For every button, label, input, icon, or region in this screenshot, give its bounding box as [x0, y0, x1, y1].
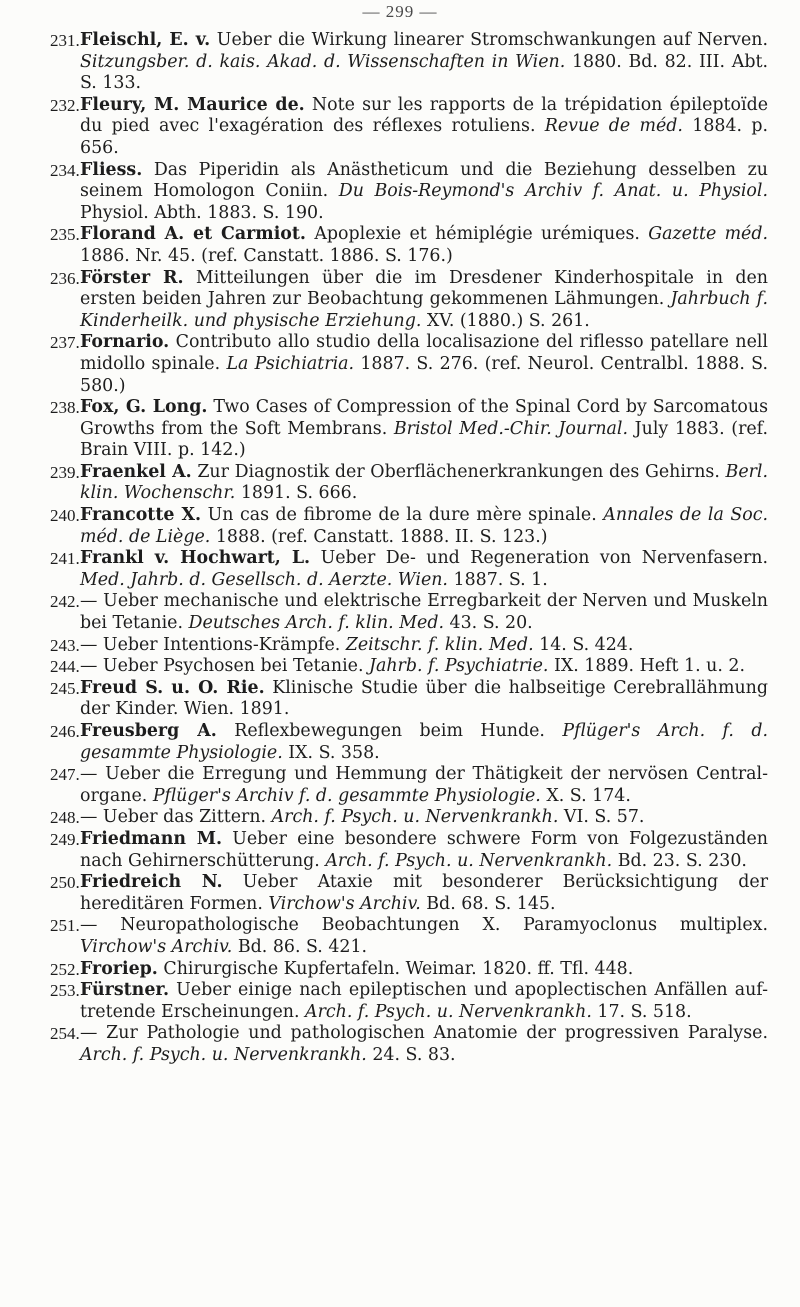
- entry-title: Ueber die Wirkung linearer Stromschwankungen auf Nerven.: [216, 30, 769, 50]
- entry-title: Apoplexie et hémiplégie urémiques.: [314, 224, 640, 245]
- entry-detail: IX. 1889. Heft 1. u. 2.: [553, 656, 745, 677]
- entry-number: 247.: [50, 765, 80, 785]
- entry-source: Virchow's Archiv.: [80, 936, 233, 957]
- bibliography-entry: [50, 656, 768, 678]
- entry-title: Zur Pathologie und pathologischen Anatomie der progressiven Paralyse.: [106, 1023, 768, 1044]
- entry-number: 231.: [50, 31, 80, 50]
- entry-dash: —: [80, 656, 98, 677]
- bibliography-entry: [50, 721, 768, 764]
- entry-source: Arch. f. Psych. u. Nervenkrankh.: [305, 1001, 592, 1022]
- entry-author: Francotte X.: [80, 505, 202, 526]
- entry-number: 248.: [50, 808, 80, 828]
- entry-detail: Physiol. Abth. 1883. S. 190.: [80, 202, 324, 223]
- bibliography-entry: [50, 224, 768, 267]
- bibliography-entry: [50, 678, 768, 721]
- entry-title: Ueber einige nach epileptischen und apoplectischen Anfällen auf-tretende Erscheinungen.: [80, 980, 769, 1022]
- entry-source: Revue de méd.: [544, 116, 683, 137]
- entry-source: Deutsches Arch. f. klin. Med.: [188, 613, 444, 634]
- entry-number: 241.: [50, 549, 80, 569]
- entry-author: Fox, G. Long.: [80, 397, 208, 418]
- entry-number: 239.: [50, 462, 80, 482]
- entry-title: Klinische Studie über die halbseitige Cerebrallähmung der Kinder.: [80, 677, 769, 720]
- entry-title: Reflexbewegungen beim Hunde.: [234, 721, 545, 741]
- entry-author: Froriep.: [80, 958, 158, 979]
- entry-number: 245.: [50, 678, 80, 698]
- entry-author: Florand A. et Carmiot.: [80, 224, 306, 245]
- entry-title: Ueber Psychosen bei Tetanie.: [102, 656, 364, 677]
- bibliography-entry: [50, 591, 768, 634]
- bibliography-entry: [50, 95, 768, 160]
- bibliography-entry: [50, 332, 768, 397]
- entry-number: 252.: [50, 959, 80, 979]
- entry-source: Arch. f. Psych. u. Nervenkrankh.: [80, 1044, 367, 1065]
- entry-detail: 1880. Bd. 82. III. Abt. S. 133.: [80, 51, 768, 94]
- entry-source: Annales de la Soc. méd. de Liège.: [80, 505, 768, 547]
- entry-number: 251.: [50, 916, 80, 936]
- entry-title: Das Piperidin als Anästheticum und die Beziehung desselben zu seinem Homologon Coniin.: [80, 159, 769, 202]
- entry-source: Berl. klin. Wochenschr.: [80, 461, 769, 504]
- entry-number: 234.: [50, 160, 80, 180]
- bibliography-entry: [50, 397, 768, 462]
- entry-author: Friedmann M.: [80, 828, 223, 849]
- entry-source: Med. Jahrb. d. Gesellsch. d. Aerzte. Wien.: [80, 569, 448, 590]
- entry-title: Note sur les rapports de la trépidation épileptoïde du pied avec l'exagération des réflexes rotuliens.: [80, 94, 768, 137]
- entry-detail: 1887. S. 1.: [453, 569, 548, 590]
- entry-detail: IX. S. 358.: [288, 742, 380, 763]
- entry-detail: Bd. 23. S. 230.: [617, 850, 747, 871]
- entry-author: Friedreich N.: [80, 872, 223, 893]
- bibliography-entry: [50, 807, 768, 829]
- entry-detail: Weimar. 1820. ff. Tfl. 448.: [405, 958, 634, 979]
- entry-number: 244.: [50, 657, 80, 677]
- entry-author: Freusberg A.: [80, 721, 217, 741]
- entry-title: Neuropathologische Beobachtungen X. Paramyoclonus multiplex.: [120, 915, 768, 936]
- entry-title: Chirurgische Kupfertafeln.: [163, 958, 401, 979]
- entry-number: 249.: [50, 829, 80, 849]
- entry-detail: 24. S. 83.: [372, 1044, 456, 1065]
- bibliography-entry: [50, 959, 768, 981]
- entry-number: 243.: [50, 635, 80, 655]
- entry-dash: —: [80, 591, 98, 612]
- bibliography-entry: [50, 764, 768, 807]
- entry-source: Sitzungsber. d. kais. Akad. d. Wissenschaften in Wien.: [80, 51, 566, 72]
- entry-number: 235.: [50, 225, 80, 245]
- page-number-header: — 299 —: [362, 2, 438, 21]
- entry-source: Jahrbuch f. Kinderheilk. und physische Erziehung.: [80, 289, 769, 331]
- entry-detail: 1891. S. 666.: [240, 483, 358, 504]
- entry-number: 242.: [50, 592, 80, 612]
- entry-title: Ueber eine besondere schwere Form von Folgezuständen nach Gehirnerschütterung.: [80, 828, 768, 871]
- entry-title: Mitteilungen über die im Dresdener Kinderhospitale in den ersten beiden Jahren zur Beobachtung gekommenen Lähmungen.: [80, 267, 768, 310]
- entry-detail: 17. S. 518.: [597, 1001, 692, 1022]
- entry-number: 236.: [50, 268, 80, 288]
- entry-dash: —: [80, 634, 98, 655]
- entry-author: Fleischl, E. v.: [80, 30, 211, 50]
- bibliography-list: [50, 30, 768, 1067]
- entry-dash: —: [80, 764, 98, 785]
- entry-number: 253.: [50, 981, 80, 1001]
- bibliography-entry: [50, 872, 768, 915]
- entry-detail: 1888. (ref. Canstatt. 1888. II. S. 123.): [215, 526, 548, 547]
- entry-detail: 1887. S. 276. (ref. Neurol. Centralbl. 1888. S. 580.): [80, 353, 769, 396]
- entry-number: 237.: [50, 333, 80, 353]
- entry-title: Zur Diagnostik der Oberflächenerkrankungen des Gehirns.: [197, 461, 720, 482]
- entry-number: 246.: [50, 722, 80, 741]
- bibliography-entry: [50, 980, 768, 1023]
- entry-dash: —: [80, 1023, 98, 1044]
- entry-title: Ueber das Zittern.: [102, 807, 267, 828]
- entry-number: 238.: [50, 398, 80, 418]
- bibliography-entry: [50, 462, 768, 505]
- entry-detail: 43. S. 20.: [449, 613, 533, 634]
- entry-detail: 1884. p. 656.: [80, 116, 768, 158]
- entry-author: Fliess.: [80, 159, 143, 180]
- bibliography-entry: [50, 30, 768, 95]
- bibliography-entry: [50, 915, 768, 958]
- entry-number: 254.: [50, 1024, 80, 1044]
- bibliography-entry: [50, 829, 768, 872]
- entry-detail: 1886. Nr. 45. (ref. Canstatt. 1886. S. 176.): [80, 245, 453, 266]
- entry-source: Pflüger's Archiv f. d. gesammte Physiologie.: [152, 785, 541, 806]
- entry-source: Pflüger's Arch. f. d. gesammte Physiologie.: [80, 721, 768, 763]
- entry-author: Fraenkel A.: [80, 461, 192, 482]
- entry-dash: —: [80, 807, 98, 828]
- entry-source: La Psichiatria.: [226, 353, 355, 374]
- bibliography-entry: [50, 160, 768, 225]
- entry-number: 250.: [50, 873, 80, 893]
- entry-source: Du Bois-Reymond's Archiv f. Anat. u. Physiol.: [338, 181, 768, 202]
- entry-detail: Wien. 1891.: [183, 699, 290, 720]
- entry-source: Bristol Med.-Chir. Journal.: [393, 418, 629, 439]
- entry-author: Fleury, M. Maurice de.: [80, 94, 305, 115]
- entry-source: Gazette méd.: [648, 224, 769, 245]
- entry-source: Arch. f. Psych. u. Nervenkrankh.: [325, 850, 613, 871]
- bibliography-entry: [50, 1023, 768, 1066]
- entry-author: Fornario.: [80, 332, 170, 353]
- bibliography-entry: [50, 505, 768, 548]
- entry-author: Freud S. u. O. Rie.: [80, 677, 265, 698]
- entry-source: Zeitschr. f. klin. Med.: [345, 634, 534, 655]
- entry-number: 240.: [50, 506, 80, 526]
- entry-author: Frankl v. Hochwart, L.: [80, 548, 311, 569]
- entry-detail: Bd. 68. S. 145.: [426, 893, 556, 914]
- bibliography-entry: [50, 635, 768, 657]
- entry-detail: VI. S. 57.: [563, 807, 645, 828]
- entry-author: Fürstner.: [80, 980, 169, 1001]
- bibliography-entry: [50, 268, 768, 333]
- entry-title: Ueber mechanische und elektrische Erregbarkeit der Nerven und Muskeln bei Tetanie.: [80, 591, 769, 634]
- entry-title: Ueber De- und Regeneration von Nervenfasern.: [320, 548, 769, 569]
- entry-detail: X. S. 174.: [546, 785, 631, 806]
- entry-title: Ueber die Erregung und Hemmung der Thätigkeit der nervösen Central-organe.: [80, 764, 768, 806]
- entry-title: Two Cases of Compression of the Spinal Cord by Sarcomatous Growths from the Soft Membrans.: [80, 397, 769, 439]
- bibliography-entry: [50, 548, 768, 591]
- entry-author: Förster R.: [80, 267, 184, 288]
- entry-detail: Bd. 86. S. 421.: [237, 936, 368, 957]
- entry-title: Ueber Intentions-Krämpfe.: [102, 634, 341, 655]
- entry-title: Contributo allo studio della localisazione del riflesso patellare nell midollo spinale.: [80, 332, 768, 374]
- entry-title: Ueber Ataxie mit besonderer Berücksichtigung der hereditären Formen.: [80, 872, 769, 914]
- entry-detail: 14. S. 424.: [539, 634, 634, 655]
- entry-source: Jahrb. f. Psychiatrie.: [369, 656, 549, 677]
- entry-detail: July 1883. (ref. Brain VIII. p. 142.): [80, 418, 769, 461]
- entry-dash: —: [80, 915, 98, 936]
- entry-detail: XV. (1880.) S. 261.: [426, 310, 590, 331]
- entry-source: Arch. f. Psych. u. Nervenkrankh.: [271, 807, 559, 828]
- entry-number: 232.: [50, 95, 80, 115]
- entry-title: Un cas de fibrome de la dure mère spinale.: [207, 505, 597, 526]
- entry-source: Virchow's Archiv.: [268, 893, 421, 914]
